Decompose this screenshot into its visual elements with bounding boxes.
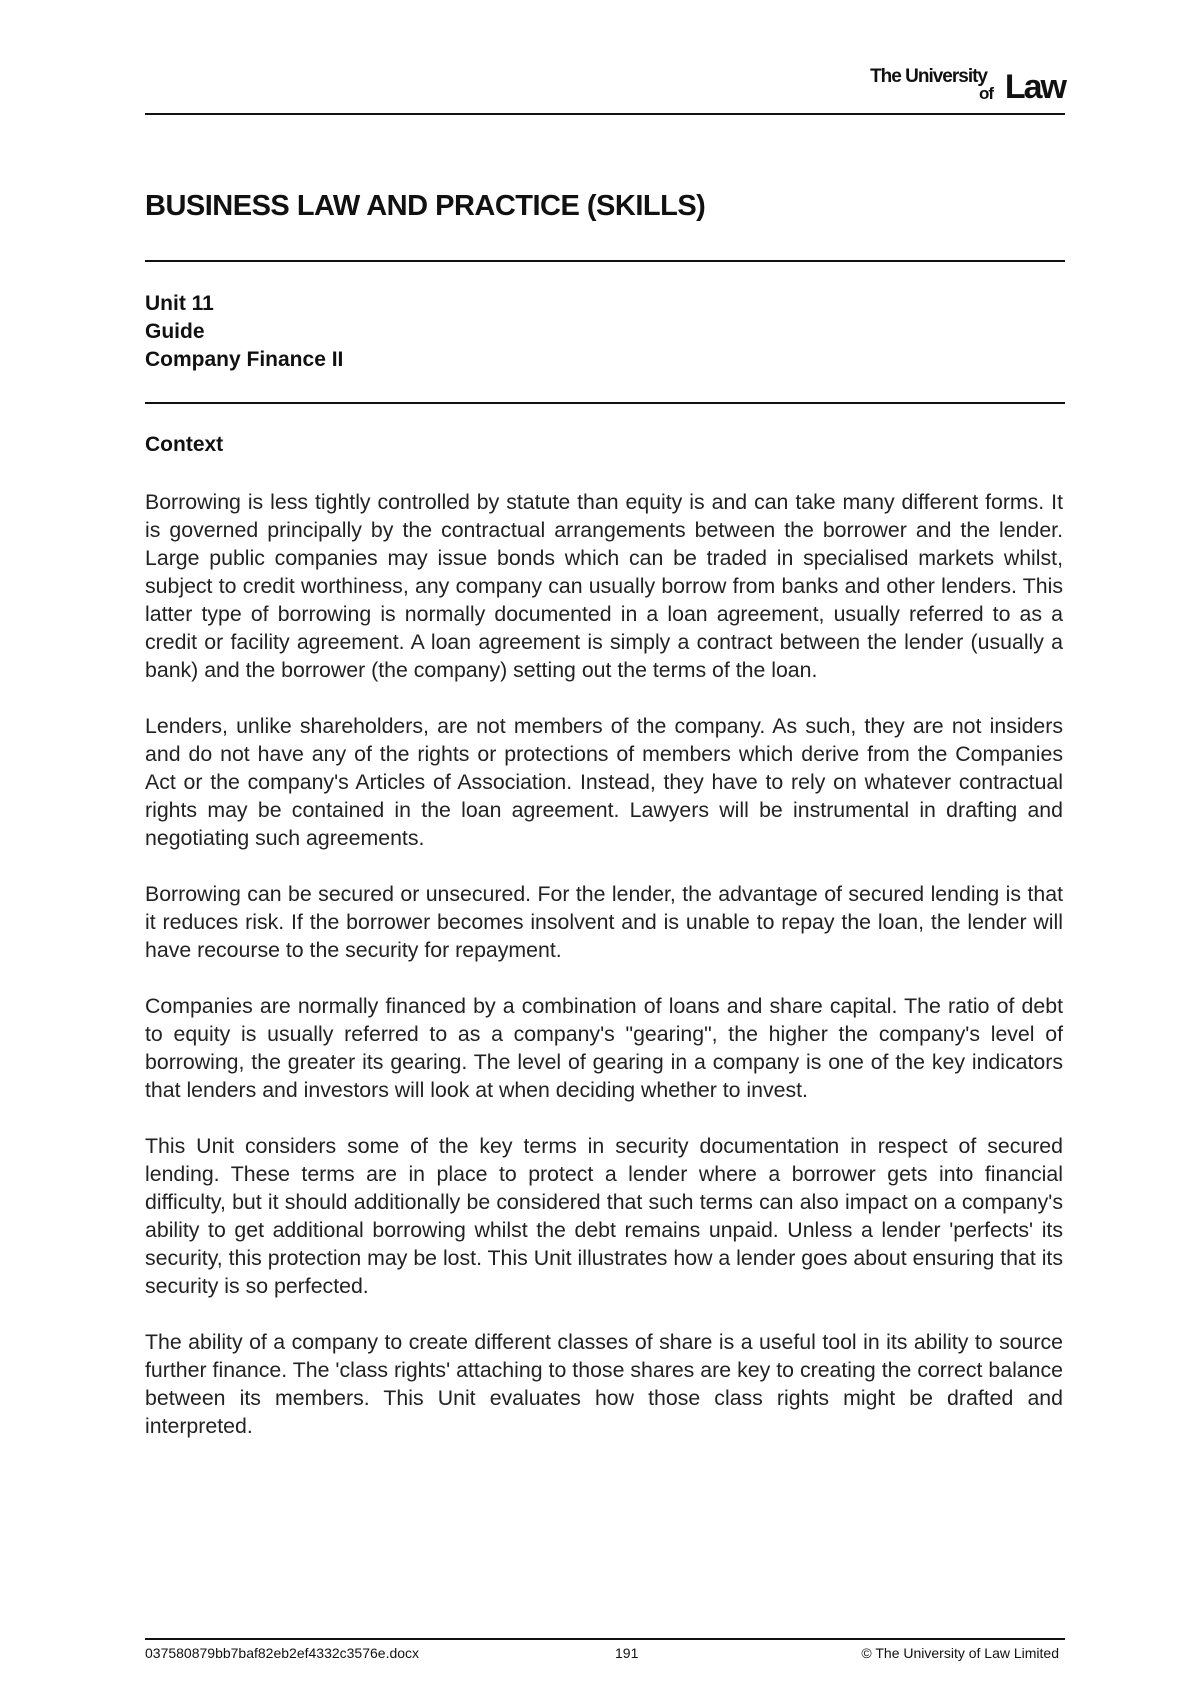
context-paragraph: This Unit considers some of the key terms in security documentation in respect of secured lending. These terms are in place to protect a lender where a borrower gets into financial difficulty, but it should additionally be considered that such terms can also impact on a company's ability to get additional borrowing whilst the debt remains unpaid. Unless a lender 'perfects' its security, this protection may be lost. This Unit illustrates how a lender goes about ensuring that its security is so perfected. (145, 1134, 1063, 1298)
context-paragraph: The ability of a company to create different classes of share is a useful tool in its ability to source further finance. The 'class rights' attaching to those shares are key to creating the correct balance between its members. This Unit evaluates how those class rights might be drafted and interpreted. (145, 1330, 1063, 1438)
unit-info (145, 290, 343, 374)
context-body (145, 488, 1063, 1468)
logo-line-law: Law (1004, 68, 1065, 106)
context-paragraph: Borrowing is less tightly controlled by statute than equity is and can take many different forms. It is governed principally by the contractual arrangements between the borrower and the lender. Large public companies may issue bonds which can be traded in specialised markets whilst, subject to credit worthiness, any company can usually borrow from banks and other lenders. This latter type of borrowing is normally documented in a loan agreement, usually referred to as a credit or facility agreement. A loan agreement is simply a contract between the lender (usually a bank) and the borrower (the company) setting out the terms of the loan. (145, 490, 1063, 682)
footer-copyright: © The University of Law Limited (861, 1645, 1059, 1661)
footer-filename: 037580879bb7baf82eb2ef4332c3576e.docx (145, 1645, 420, 1661)
unit-name: Company Finance II (145, 348, 344, 371)
context-heading: Context (145, 433, 224, 456)
logo-line-university: The University (870, 66, 987, 87)
title-divider (145, 260, 1065, 262)
unit-type: Guide (145, 320, 205, 343)
document-title: BUSINESS LAW AND PRACTICE (SKILLS) (145, 190, 706, 222)
context-paragraph: Lenders, unlike shareholders, are not members of the company. As such, they are not insiders and do not have any of the rights or protections of members which derive from the Companies Act or the company's Articles of Association. Instead, they have to rely on whatever contractual rights may be contained in the loan agreement. Lawyers will be instrumental in drafting and negotiating such agreements. (145, 714, 1063, 850)
page-footer (145, 1645, 1063, 1667)
logo-line-of: of (978, 84, 993, 103)
unit-number: Unit 11 (145, 292, 214, 315)
context-paragraph: Borrowing can be secured or unsecured. For the lender, the advantage of secured lending is that it reduces risk. If the borrower becomes insolvent and is unable to repay the loan, the lender will have recourse to the security for repayment. (145, 882, 1063, 962)
university-of-law-logo (845, 66, 1065, 106)
context-paragraph: Companies are normally financed by a combination of loans and share capital. The ratio of debt to equity is usually referred to as a company's "gearing", the higher the company's level of borrowing, the greater its gearing. The level of gearing in a company is one of the key indicators that lenders and investors will look at when deciding whether to invest. (145, 994, 1063, 1102)
footer-divider (145, 1638, 1065, 1640)
header-divider (145, 113, 1065, 115)
footer-page-number: 191 (615, 1645, 639, 1661)
unit-divider (145, 402, 1065, 404)
